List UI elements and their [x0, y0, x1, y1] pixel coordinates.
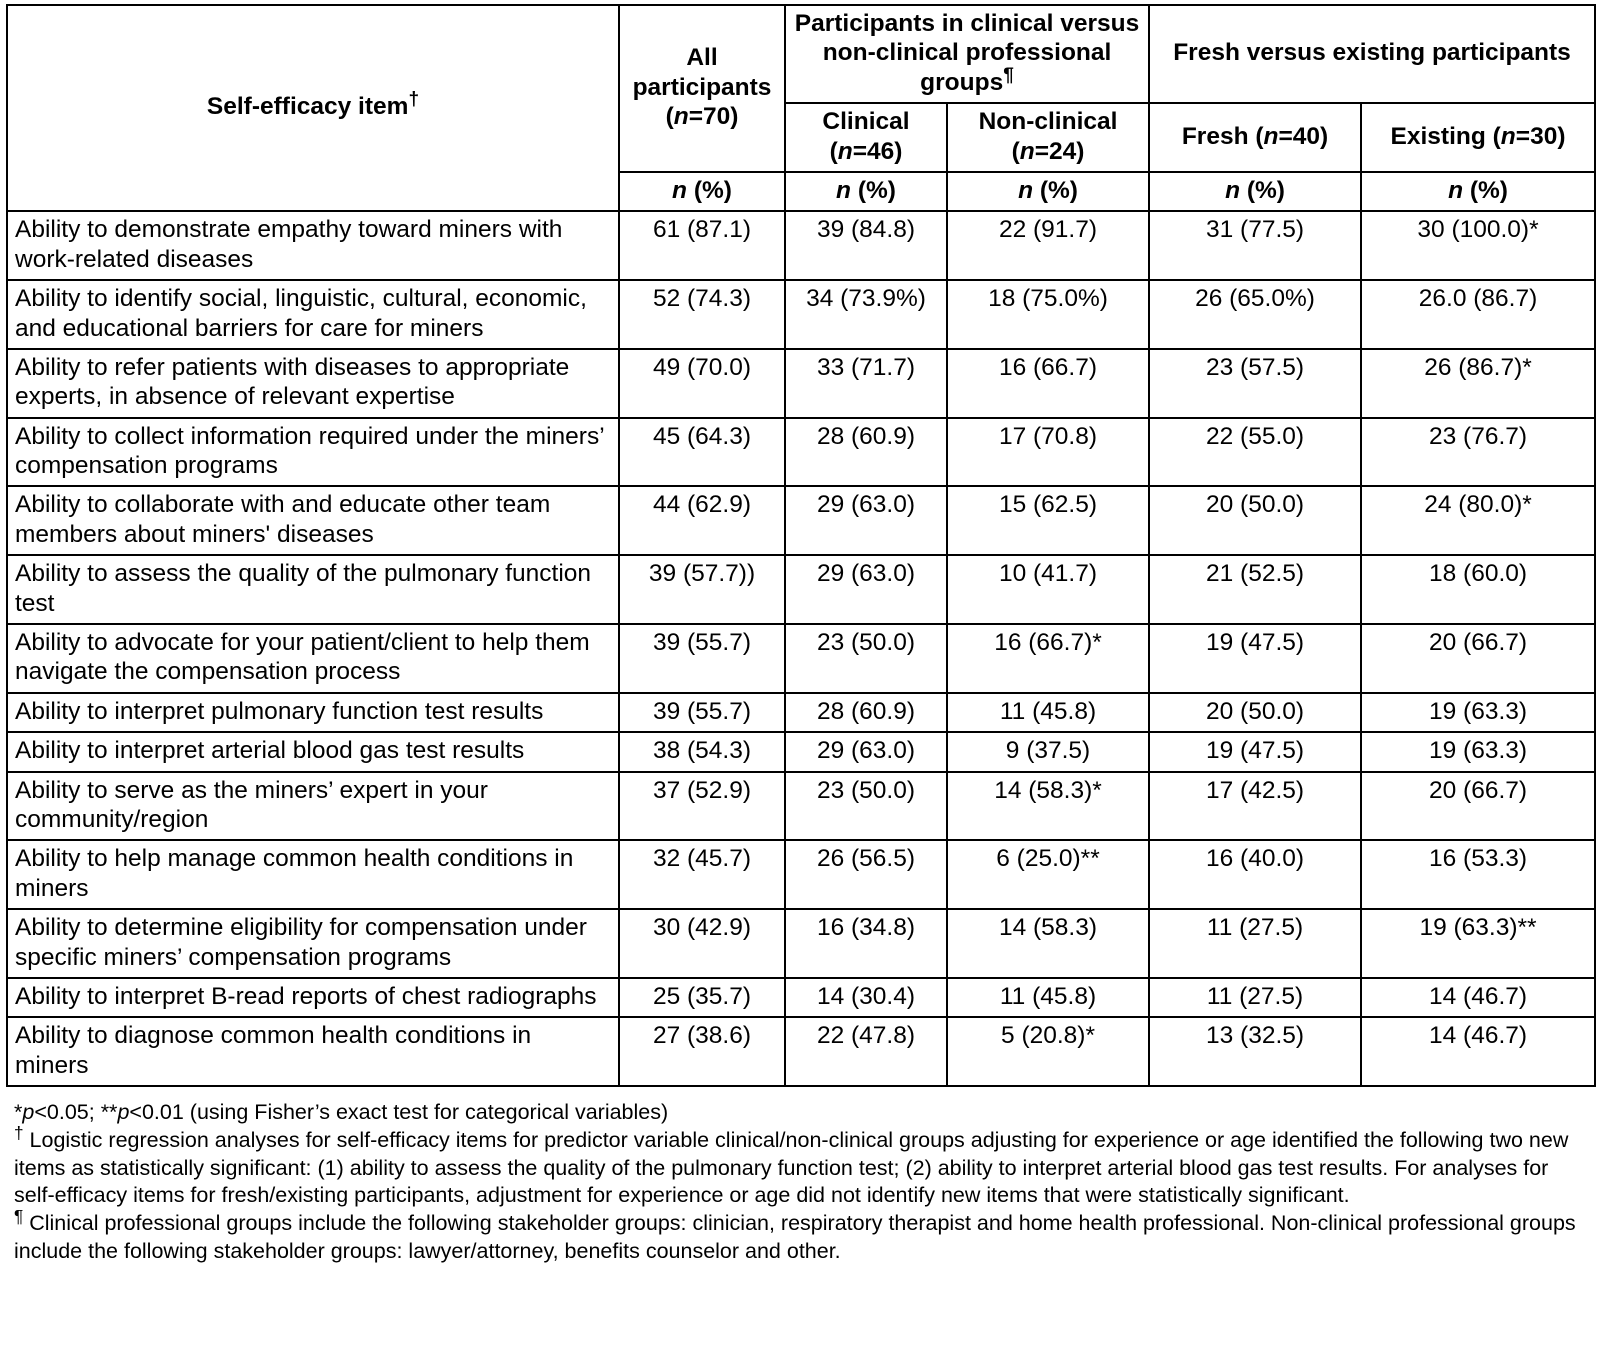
all-participants-n: (n=70) — [665, 103, 739, 131]
cell-all-participants: 52 (74.3) — [619, 280, 785, 349]
column-header-all-participants — [619, 5, 785, 172]
footnote-pilcrow-symbol: ¶ — [14, 1206, 24, 1227]
cell-self-efficacy-item: Ability to collaborate with and educate other team members about miners' diseases — [7, 486, 619, 555]
footnotes — [6, 1099, 1594, 1265]
cell-self-efficacy-item: Ability to advocate for your patient/client to help them navigate the compensation process — [7, 624, 619, 693]
clinical-group-label: Participants in clinical versus non-clinical professional groups — [794, 10, 1140, 96]
table-header — [7, 5, 1595, 211]
cell-self-efficacy-item: Ability to interpret pulmonary function test results — [7, 693, 619, 732]
cell-clinical: 34 (73.9%) — [785, 280, 947, 349]
cell-self-efficacy-item: Ability to interpret arterial blood gas test results — [7, 732, 619, 771]
cell-clinical: 23 (50.0) — [785, 624, 947, 693]
self-efficacy-table — [6, 4, 1596, 1087]
cell-all-participants: 39 (57.7)) — [619, 555, 785, 624]
cell-all-participants: 25 (35.7) — [619, 978, 785, 1017]
footnote-dagger — [14, 1123, 1588, 1209]
unit-header-all: n (%) — [619, 172, 785, 211]
all-participants-label: All participants — [632, 44, 772, 101]
cell-existing: 23 (76.7) — [1361, 418, 1595, 487]
table-row — [7, 772, 1595, 841]
cell-all-participants: 38 (54.3) — [619, 732, 785, 771]
table-row — [7, 418, 1595, 487]
cell-clinical: 29 (63.0) — [785, 732, 947, 771]
cell-nonclinical: 14 (58.3) — [947, 909, 1149, 978]
cell-fresh: 20 (50.0) — [1149, 693, 1361, 732]
cell-nonclinical: 5 (20.8)* — [947, 1017, 1149, 1086]
cell-self-efficacy-item: Ability to refer patients with diseases to appropriate experts, in absence of relevant expertise — [7, 349, 619, 418]
cell-all-participants: 32 (45.7) — [619, 840, 785, 909]
header-row-groups — [7, 5, 1595, 103]
cell-all-participants: 37 (52.9) — [619, 772, 785, 841]
cell-clinical: 29 (63.0) — [785, 486, 947, 555]
unit-header-fresh: n (%) — [1149, 172, 1361, 211]
cell-existing: 26.0 (86.7) — [1361, 280, 1595, 349]
footnote-dagger-symbol: † — [14, 1123, 24, 1144]
fresh-label: Fresh — [1181, 122, 1249, 150]
table-row — [7, 1017, 1595, 1086]
nonclinical-label: Non-clinical — [978, 108, 1118, 136]
column-header-fresh: Fresh (n=40) — [1149, 103, 1361, 172]
unit-header-nonclinical: n (%) — [947, 172, 1149, 211]
cell-clinical: 29 (63.0) — [785, 555, 947, 624]
cell-clinical: 28 (60.9) — [785, 693, 947, 732]
cell-fresh: 17 (42.5) — [1149, 772, 1361, 841]
cell-existing: 30 (100.0)* — [1361, 211, 1595, 280]
clinical-label: Clinical — [822, 108, 910, 136]
cell-fresh: 23 (57.5) — [1149, 349, 1361, 418]
table-row — [7, 693, 1595, 732]
cell-nonclinical: 15 (62.5) — [947, 486, 1149, 555]
cell-existing: 20 (66.7) — [1361, 772, 1595, 841]
cell-nonclinical: 11 (45.8) — [947, 693, 1149, 732]
table-row — [7, 732, 1595, 771]
cell-fresh: 22 (55.0) — [1149, 418, 1361, 487]
cell-fresh: 26 (65.0%) — [1149, 280, 1361, 349]
cell-nonclinical: 18 (75.0%) — [947, 280, 1149, 349]
table-row — [7, 555, 1595, 624]
cell-clinical: 26 (56.5) — [785, 840, 947, 909]
cell-fresh: 11 (27.5) — [1149, 978, 1361, 1017]
cell-all-participants: 39 (55.7) — [619, 624, 785, 693]
fresh-group-label: Fresh versus existing participants — [1173, 39, 1571, 67]
column-header-existing: Existing (n=30) — [1361, 103, 1595, 172]
cell-fresh: 19 (47.5) — [1149, 732, 1361, 771]
dagger-marker: † — [408, 89, 420, 111]
pilcrow-marker: ¶ — [1003, 64, 1014, 86]
cell-self-efficacy-item: Ability to interpret B-read reports of chest radiographs — [7, 978, 619, 1017]
cell-existing: 26 (86.7)* — [1361, 349, 1595, 418]
cell-self-efficacy-item: Ability to serve as the miners’ expert in your community/region — [7, 772, 619, 841]
cell-fresh: 16 (40.0) — [1149, 840, 1361, 909]
table-row — [7, 909, 1595, 978]
cell-clinical: 28 (60.9) — [785, 418, 947, 487]
cell-fresh: 20 (50.0) — [1149, 486, 1361, 555]
cell-clinical: 14 (30.4) — [785, 978, 947, 1017]
cell-existing: 18 (60.0) — [1361, 555, 1595, 624]
table-row — [7, 486, 1595, 555]
cell-nonclinical: 22 (91.7) — [947, 211, 1149, 280]
table-row — [7, 349, 1595, 418]
unit-header-clinical: n (%) — [785, 172, 947, 211]
cell-existing: 14 (46.7) — [1361, 978, 1595, 1017]
table-row — [7, 211, 1595, 280]
cell-existing: 20 (66.7) — [1361, 624, 1595, 693]
cell-self-efficacy-item: Ability to diagnose common health conditions in miners — [7, 1017, 619, 1086]
footnote-significance: *p<0.05; **p<0.01 (using Fisher’s exact test for categorical variables) — [14, 1100, 669, 1125]
cell-fresh: 21 (52.5) — [1149, 555, 1361, 624]
table-row — [7, 624, 1595, 693]
cell-all-participants: 61 (87.1) — [619, 211, 785, 280]
cell-nonclinical: 16 (66.7)* — [947, 624, 1149, 693]
cell-clinical: 16 (34.8) — [785, 909, 947, 978]
cell-fresh: 11 (27.5) — [1149, 909, 1361, 978]
cell-nonclinical: 6 (25.0)** — [947, 840, 1149, 909]
cell-nonclinical: 17 (70.8) — [947, 418, 1149, 487]
table-body — [7, 211, 1595, 1086]
cell-existing: 19 (63.3) — [1361, 693, 1595, 732]
cell-self-efficacy-item: Ability to help manage common health conditions in miners — [7, 840, 619, 909]
nonclinical-n: (n=24) — [1011, 137, 1085, 165]
cell-all-participants: 39 (55.7) — [619, 693, 785, 732]
cell-clinical: 33 (71.7) — [785, 349, 947, 418]
column-header-clinical-group — [785, 5, 1149, 103]
cell-all-participants: 49 (70.0) — [619, 349, 785, 418]
cell-self-efficacy-item: Ability to identify social, linguistic, cultural, economic, and educational barriers for care for miners — [7, 280, 619, 349]
cell-self-efficacy-item: Ability to assess the quality of the pulmonary function test — [7, 555, 619, 624]
column-header-clinical — [785, 103, 947, 172]
footnote-pilcrow-text: Clinical professional groups include the following stakeholder groups: clinician, respiratory therapist and home health professional. Non-clinical professional groups include the following stakeholder groups: lawyer/attorney, benefits counselor and other. — [14, 1211, 1576, 1263]
table-row — [7, 280, 1595, 349]
table-row — [7, 840, 1595, 909]
existing-label: Existing — [1390, 122, 1486, 150]
cell-all-participants: 44 (62.9) — [619, 486, 785, 555]
cell-existing: 24 (80.0)* — [1361, 486, 1595, 555]
table-row — [7, 978, 1595, 1017]
cell-all-participants: 27 (38.6) — [619, 1017, 785, 1086]
footnote-pilcrow — [14, 1206, 1588, 1265]
cell-clinical: 23 (50.0) — [785, 772, 947, 841]
cell-all-participants: 45 (64.3) — [619, 418, 785, 487]
self-efficacy-item-label: Self-efficacy item — [206, 93, 409, 121]
cell-self-efficacy-item: Ability to collect information required under the miners’ compensation programs — [7, 418, 619, 487]
cell-nonclinical: 14 (58.3)* — [947, 772, 1149, 841]
column-header-fresh-group — [1149, 5, 1595, 103]
footnote-dagger-text: Logistic regression analyses for self-efficacy items for predictor variable clinical/non-clinical groups adjusting for experience or age identified the following two new items as statistically significant: (1) ability to assess the quality of the pulmonary function test; (2) ability to interpret arterial blood gas test results. For analyses for self-efficacy items for fresh/existing participants, adjustment for experience or age did not identify new items that were statistically significant. — [14, 1128, 1569, 1207]
cell-fresh: 19 (47.5) — [1149, 624, 1361, 693]
cell-self-efficacy-item: Ability to determine eligibility for compensation under specific miners’ compensation programs — [7, 909, 619, 978]
footnote-significance-star: * — [14, 1100, 23, 1125]
column-header-self-efficacy-item — [7, 5, 619, 211]
cell-nonclinical: 11 (45.8) — [947, 978, 1149, 1017]
cell-nonclinical: 10 (41.7) — [947, 555, 1149, 624]
cell-self-efficacy-item: Ability to demonstrate empathy toward miners with work-related diseases — [7, 211, 619, 280]
cell-existing: 19 (63.3) — [1361, 732, 1595, 771]
cell-all-participants: 30 (42.9) — [619, 909, 785, 978]
cell-existing: 14 (46.7) — [1361, 1017, 1595, 1086]
cell-nonclinical: 16 (66.7) — [947, 349, 1149, 418]
column-header-nonclinical — [947, 103, 1149, 172]
cell-fresh: 13 (32.5) — [1149, 1017, 1361, 1086]
cell-existing: 19 (63.3)** — [1361, 909, 1595, 978]
cell-existing: 16 (53.3) — [1361, 840, 1595, 909]
unit-header-existing: n (%) — [1361, 172, 1595, 211]
cell-clinical: 39 (84.8) — [785, 211, 947, 280]
cell-nonclinical: 9 (37.5) — [947, 732, 1149, 771]
cell-fresh: 31 (77.5) — [1149, 211, 1361, 280]
clinical-n: (n=46) — [829, 137, 903, 165]
cell-clinical: 22 (47.8) — [785, 1017, 947, 1086]
